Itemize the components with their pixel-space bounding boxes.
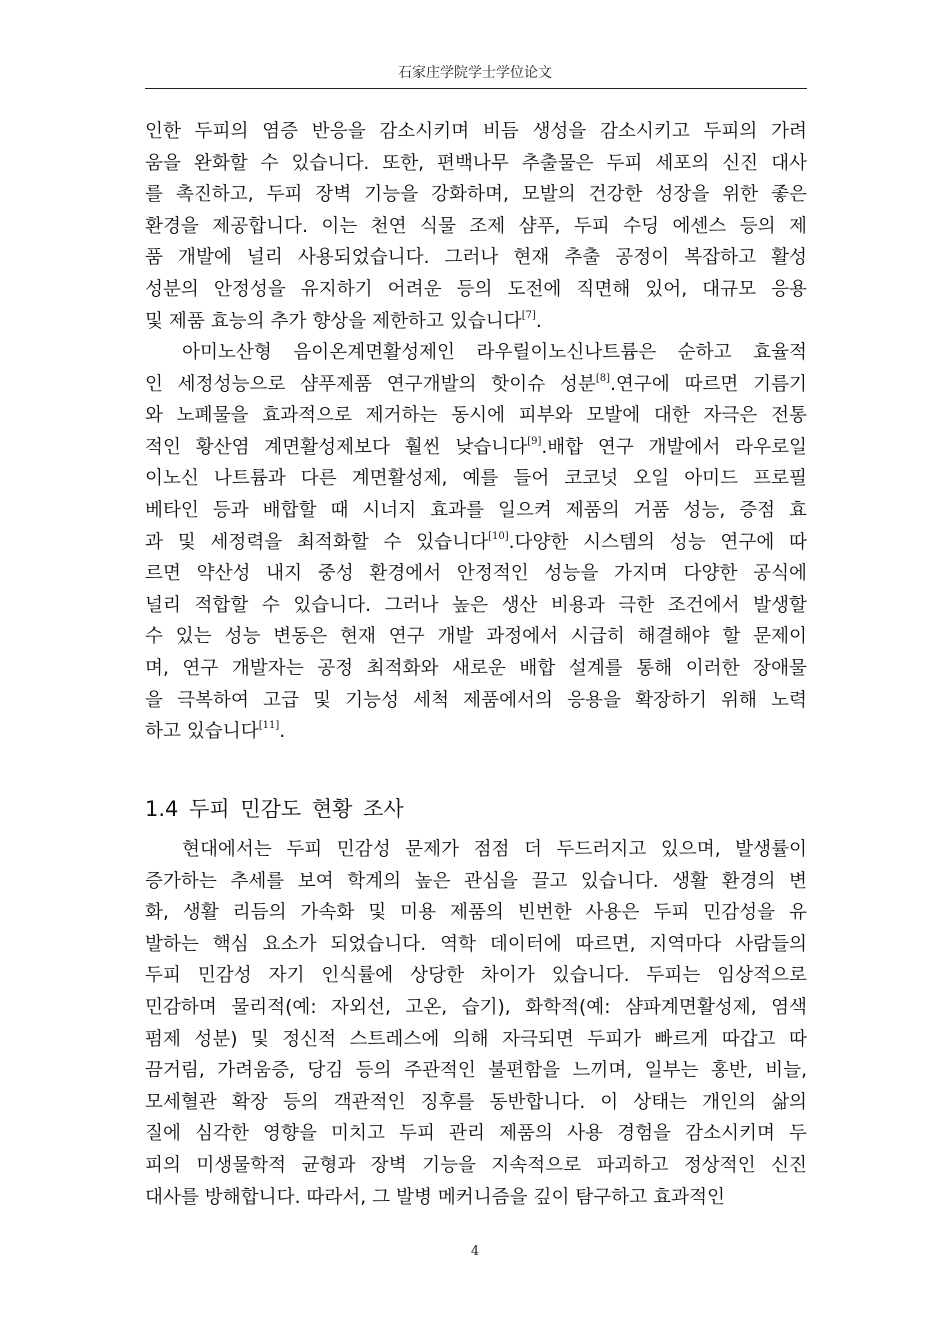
line-text-continued: .다양한 시스템의 성능 연구에 따 <box>508 531 807 553</box>
line-text: 며, 연구 개발자는 공정 최적화와 새로운 배합 설계를 통해 이러한 장애물 <box>145 657 807 679</box>
line-text: 인한 두피의 염증 반응을 감소시키며 비듬 생성을 감소시키고 두피의 가려 <box>145 121 807 142</box>
text-line <box>145 558 807 590</box>
text-line <box>145 463 807 495</box>
line-text: 대사를 방해합니다. 따라서, 그 발병 메커니즘을 깊이 탐구하고 효과적인 <box>145 1186 725 1208</box>
header-divider <box>145 88 807 89</box>
text-line <box>145 1024 807 1056</box>
text-line <box>145 992 807 1024</box>
line-text-continued: . <box>535 310 542 332</box>
line-text: 이노신 나트륨과 다른 계면활성제, 예를 들어 코코넛 오일 아미드 프로필 <box>145 468 807 490</box>
line-text: 환경을 제공합니다. 이는 천연 식물 조제 샴푸, 두피 수딩 에센스 등의 제 <box>145 215 807 237</box>
line-text: 성분의 안정성을 유지하기 어려운 등의 도전에 직면해 있어, 대규모 응용 <box>145 278 807 300</box>
citation-marker: [8] <box>595 372 610 384</box>
text-line <box>145 621 807 653</box>
text-line <box>145 148 807 180</box>
line-text: 두피 민감성 자기 인식률에 상당한 차이가 있습니다. 두피는 임상적으로 <box>145 965 807 987</box>
line-text: 발하는 핵심 요소가 되었습니다. 역학 데이터에 따르면, 지역마다 사람들의 <box>145 933 807 955</box>
line-text: 펌제 성분) 및 정신적 스트레스에 의해 자극되면 두피가 빠르게 따갑고 따 <box>145 1028 807 1050</box>
text-line <box>145 432 807 464</box>
text-line <box>145 1182 807 1214</box>
line-text: 화, 생활 리듬의 가속화 및 미용 제품의 빈번한 사용은 두피 민감성을 유 <box>145 902 807 924</box>
line-text: 와 노폐물을 효과적으로 제거하는 동시에 피부와 모발에 대한 자극은 전통 <box>145 405 807 427</box>
line-text: 수 있는 성능 변동은 현재 연구 개발 과정에서 시급히 해결해야 할 문제이 <box>145 626 807 648</box>
paragraph-1 <box>145 116 807 337</box>
text-line <box>145 211 807 243</box>
page-number: 4 <box>470 1244 480 1259</box>
line-text: 피의 미생물학적 균형과 장벽 기능을 지속적으로 파괴하고 정상적인 신진 <box>145 1154 807 1176</box>
line-text: 민감하며 물리적(예: 자외선, 고온, 습기), 화학적(예: 샴파계면활성제, 염색 <box>145 996 807 1018</box>
line-text: 현대에서는 두피 민감성 문제가 점점 더 두드러지고 있으며, 발생률이 <box>182 839 807 860</box>
paragraph-2 <box>145 337 807 748</box>
line-text: 움을 완화할 수 있습니다. 또한, 편백나무 추출물은 두피 세포의 신진 대사 <box>145 152 807 174</box>
line-text: 증가하는 추세를 보여 학계의 높은 관심을 끌고 있습니다. 생활 환경의 변 <box>145 870 807 892</box>
line-text: 및 제품 효능의 추가 향상을 제한하고 있습니다 <box>145 310 522 332</box>
citation-marker: [10] <box>488 530 509 542</box>
text-line <box>145 653 807 685</box>
text-line <box>145 179 807 211</box>
line-text: 인 세정성능으로 샴푸제품 연구개발의 핫이슈 성분 <box>145 373 596 395</box>
line-text: 질에 심각한 영향을 미치고 두피 관리 제품의 사용 경험을 감소시키며 두 <box>145 1123 807 1145</box>
text-line <box>145 834 807 866</box>
text-line <box>145 400 807 432</box>
line-text-continued: .배합 연구 개발에서 라우로일 <box>541 436 807 458</box>
text-line <box>145 369 807 401</box>
text-line <box>145 242 807 274</box>
citation-marker: [11] <box>258 720 280 732</box>
line-text: 끔거림, 가려움증, 당김 등의 주관적인 불편함을 느끼며, 일부는 홍반, 비늘, <box>145 1060 807 1082</box>
text-line <box>145 1150 807 1182</box>
citation-marker: [7] <box>521 309 536 321</box>
text-line <box>145 337 807 369</box>
line-text-continued: . <box>279 721 286 743</box>
text-line <box>145 590 807 622</box>
text-line <box>145 929 807 961</box>
line-text: 을 극복하여 고급 및 기능성 세척 제품에서의 응용을 확장하기 위해 노력 <box>145 689 807 711</box>
line-text: 과 및 세정력을 최적화할 수 있습니다 <box>145 531 489 553</box>
line-text: 아미노산형 음이온계면활성제인 라우릴이노신나트륨은 순하고 효율적 <box>182 342 807 363</box>
section-heading: 1.4 두피 민감도 현황 조사 <box>145 797 404 821</box>
text-line <box>145 495 807 527</box>
text-line <box>145 716 807 748</box>
text-line <box>145 116 807 148</box>
text-line <box>145 527 807 559</box>
text-line <box>145 1087 807 1119</box>
text-line <box>145 897 807 929</box>
paragraph-3 <box>145 834 807 1213</box>
line-text: 베타인 등과 배합할 때 시너지 효과를 일으켜 제품의 거품 성능, 증점 효 <box>145 499 807 521</box>
line-text: 적인 황산염 계면활성제보다 훨씬 낮습니다 <box>145 436 528 458</box>
text-line <box>145 306 807 338</box>
text-line <box>145 274 807 306</box>
citation-marker: [9] <box>527 435 542 447</box>
line-text: 모세혈관 확장 등의 객관적인 징후를 동반합니다. 이 상태는 개인의 삶의 <box>145 1091 807 1113</box>
text-line <box>145 1118 807 1150</box>
text-line <box>145 1055 807 1087</box>
line-text: 품 개발에 널리 사용되었습니다. 그러나 현재 추출 공정이 복잡하고 활성 <box>145 247 807 269</box>
line-text: 르면 약산성 내지 중성 환경에서 안정적인 성능을 가지며 다양한 공식에 <box>145 563 807 585</box>
line-text: 를 촉진하고, 두피 장벽 기능을 강화하며, 모발의 건강한 성장을 위한 좋은 <box>145 184 807 206</box>
line-text: 하고 있습니다 <box>145 721 259 743</box>
text-line <box>145 685 807 717</box>
running-header: 石家庄学院学士学位论文 <box>398 65 552 81</box>
line-text: 널리 적합할 수 있습니다. 그러나 높은 생산 비용과 극한 조건에서 발생할 <box>145 594 807 616</box>
text-line <box>145 866 807 898</box>
text-line <box>145 960 807 992</box>
line-text-continued: .연구에 따르면 기름기 <box>609 373 807 395</box>
